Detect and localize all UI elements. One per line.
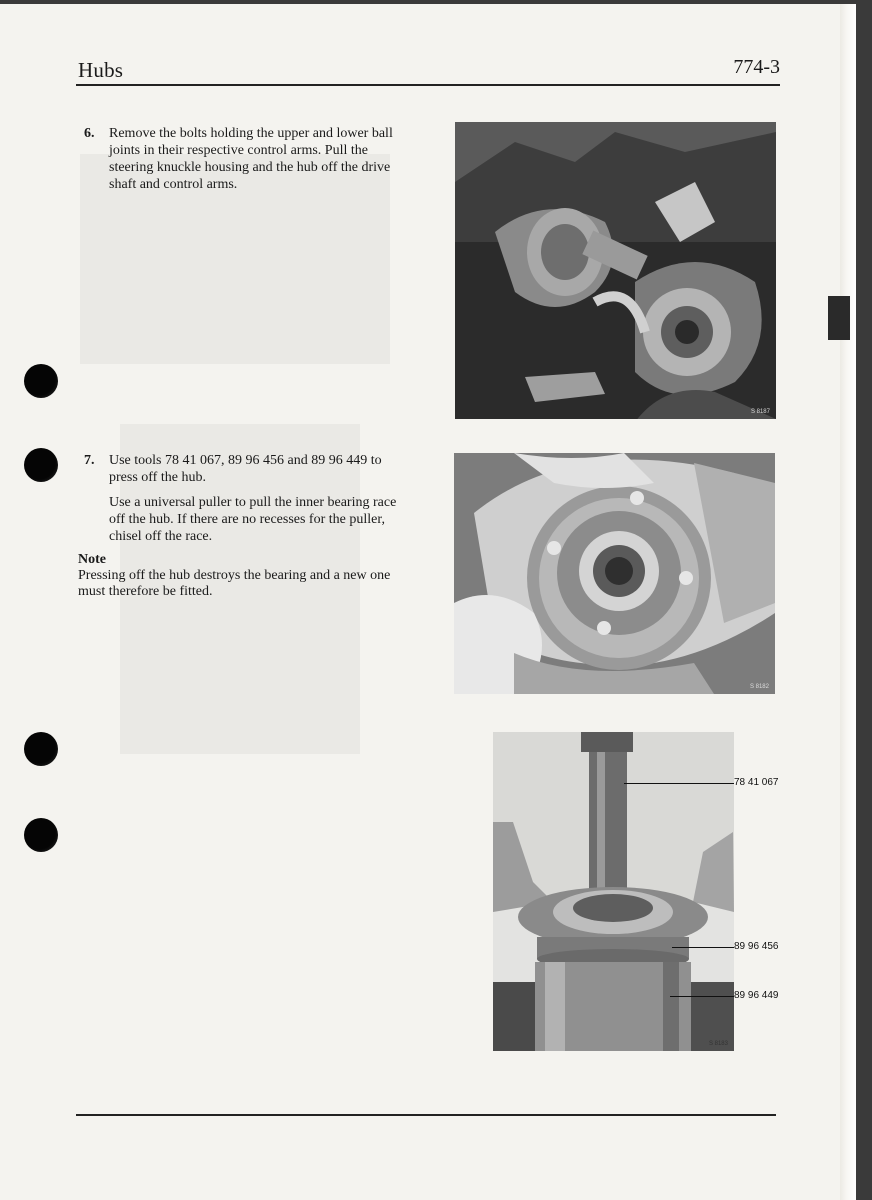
step-7 [84,452,410,553]
callout-leader [670,996,734,997]
binder-hole [24,732,58,766]
photo-press-tools [493,732,734,1051]
step-body [109,125,410,193]
step-text: Use a universal puller to pull the inner bearing race off the hub. If there are no recesses for the puller, chisel off the race. [109,495,397,544]
step-body [109,452,410,545]
photo-hub-assembly [454,453,775,694]
hub-photo-illustration [454,453,775,694]
note-text: Pressing off the hub destroys the bearing and a new one must therefore be fitted. [78,568,391,599]
step-6 [84,125,410,201]
callout-tool-89-96-449: 89 96 449 [734,990,779,1001]
binder-hole [24,448,58,482]
binder-hole [24,818,58,852]
callout-leader [672,947,734,948]
page-edge [840,4,856,1200]
callout-tool-78-41-067: 78 41 067 [734,777,779,788]
figure-code: S 8182 [749,684,769,690]
manual-page [0,4,856,1200]
figure-code: S 8187 [750,409,770,415]
step-number: 6. [84,126,95,141]
figure-code: S 8183 [708,1041,728,1047]
note-title: Note [78,552,106,567]
note [78,552,412,600]
press-photo-illustration [493,732,734,1051]
step-text: Use tools 78 41 067, 89 96 456 and 89 96 449 to press off the hub. [109,453,382,485]
step-text: Remove the bolts holding the upper and lower ball joints in their respective control arms. Pull the steering knuckle housing and the hub off the drive shaft and control arms. [109,126,393,192]
callout-tool-89-96-456: 89 96 456 [734,941,779,952]
knuckle-photo-illustration [455,122,776,419]
callout-leader [624,783,734,784]
section-tab-marker [828,296,850,340]
page-title: Hubs [78,58,124,82]
page-number: 774-3 [733,56,780,78]
photo-steering-knuckle-removal [455,122,776,419]
step-number: 7. [84,453,95,468]
footer-rule [76,1114,776,1116]
header-rule [76,84,780,86]
binder-hole [24,364,58,398]
